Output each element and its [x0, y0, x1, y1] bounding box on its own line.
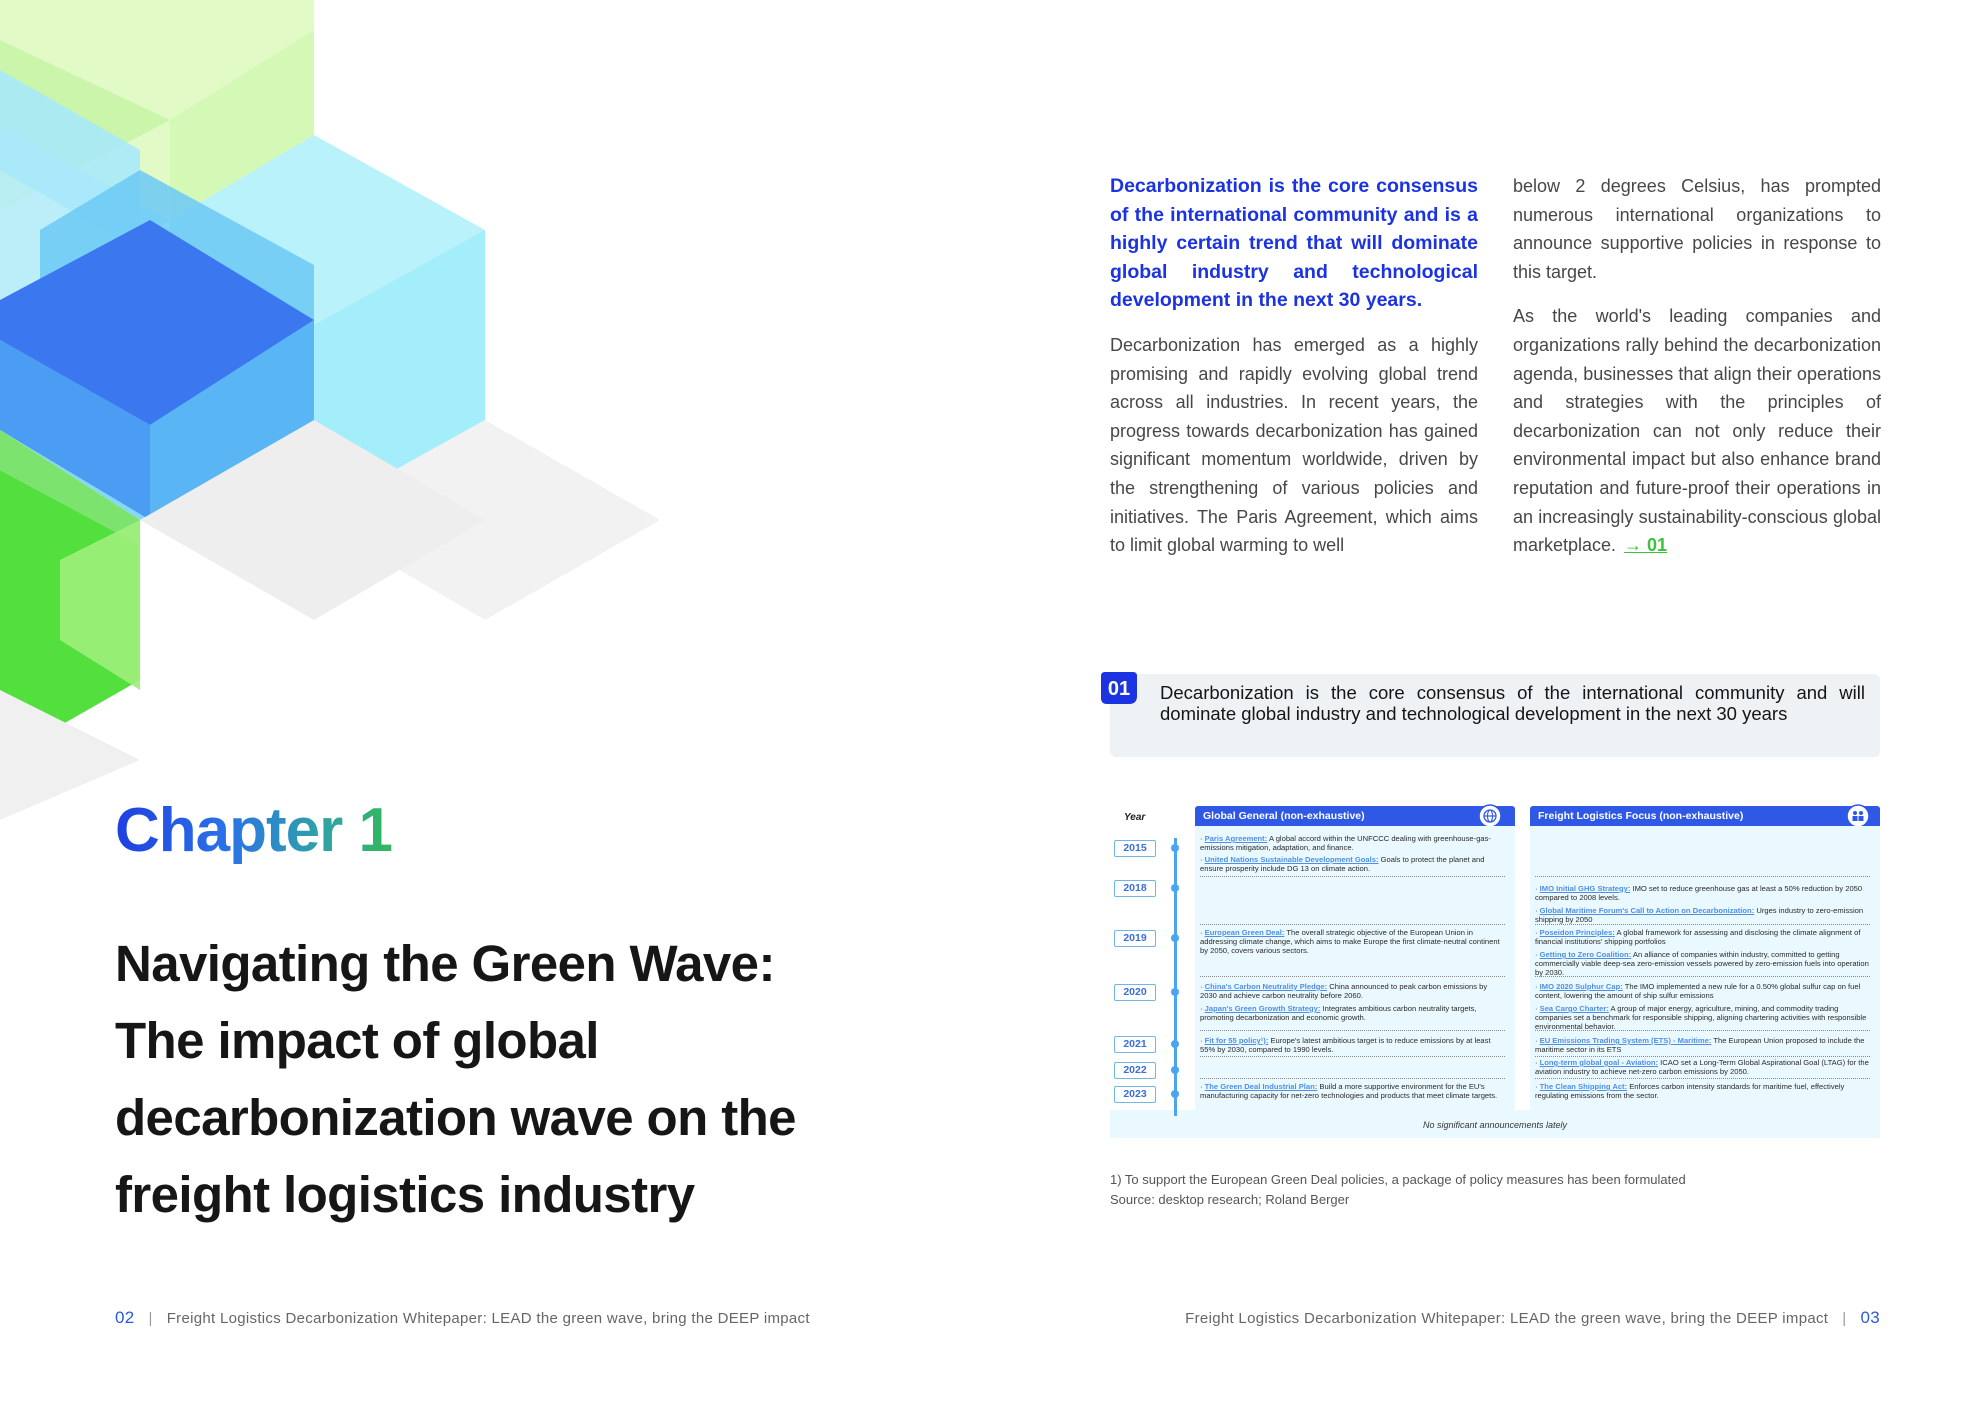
timeline-figure — [1110, 800, 1880, 1138]
figure-badge-number: 01 — [1107, 678, 1131, 700]
timeline-entry: · Poseidon Principles: A global framework for assessing and disclosing the climate alignment of financial institutions' shipping portfolios — [1535, 928, 1861, 946]
timeline-entry: · Global Maritime Forum's Call to Action on Decarbonization: Urges industry to zero-emission shipping by 2050 — [1535, 906, 1864, 924]
page-number: 03 — [1860, 1308, 1880, 1327]
body-paragraph-1-part-a: Decarbonization has emerged as a highly promising and rapidly evolving global trend across all industries. In recent years, the progress towards decarbonization has gained significant momentum worldwide, driven by the strengthening of various policies and initiatives. The Paris Agreement, which aims to limit global warming to well — [1110, 334, 1478, 556]
row-divider — [1535, 976, 1870, 977]
year-tag: 2015 — [1114, 840, 1156, 857]
chapter-label: Chapter 1 — [115, 796, 392, 865]
body-paragraph-2: As the world's leading companies and organizations rally behind the decarbonization agenda, businesses that align their operations and strategies with the principles of decarbonization can not only reduce their environmental impact but also enhance brand reputation and future-proof their operations in an increasingly sustainability-conscious global marketplace. → 01 — [1513, 306, 1881, 556]
title-line: decarbonization wave on the — [115, 1089, 796, 1146]
timeline-entry: · United Nations Sustainable Development Goals: Goals to protect the planet and ensure prosperity include DG 13 on climate action. — [1200, 855, 1485, 873]
lead-paragraph: Decarbonization is the core consensus of the international community and is a highly certain trend that will dominate global industry and technological development in the next 30 years. — [1110, 175, 1478, 312]
row-divider — [1200, 924, 1505, 925]
body-paragraph-1-part-b: below 2 degrees Celsius, has prompted numerous international organizations to announce supportive policies in response to this target. — [1513, 176, 1881, 282]
row-divider — [1200, 1056, 1505, 1057]
timeline-entry: · IMO 2020 Sulphur Cap: The IMO implemented a new rule for a 0.50% global sulfur cap on fuel content, lowering the amount of ship sulfur emissions — [1535, 982, 1861, 1000]
year-tag: 2018 — [1114, 880, 1156, 897]
row-divider — [1535, 1030, 1870, 1031]
figure-number-badge — [1099, 668, 1139, 708]
footnote — [1110, 1170, 1686, 1210]
timeline-dot — [1171, 1040, 1179, 1048]
row-divider — [1535, 924, 1870, 925]
footer-text: Freight Logistics Decarbonization Whitepaper: LEAD the green wave, bring the DEEP impact — [1185, 1310, 1829, 1327]
year-tag: 2019 — [1114, 930, 1156, 947]
timeline-entry: · IMO Initial GHG Strategy: IMO set to reduce greenhouse gas at least a 50% reduction by 2050 compared to 2008 levels. — [1535, 884, 1863, 902]
text-column-right — [1513, 172, 1881, 576]
no-announcements-note: No significant announcements lately — [1422, 1120, 1568, 1130]
globe-icon — [1478, 804, 1502, 828]
left-footer: 02 | Freight Logistics Decarbonization Whitepaper: LEAD the green wave, bring the DEEP impact — [115, 1308, 810, 1327]
row-divider — [1200, 976, 1505, 977]
year-tag: 2023 — [1114, 1086, 1156, 1103]
timeline-axis — [1174, 838, 1177, 1116]
timeline-entry: · Paris Agreement: A global accord within the UNFCCC dealing with greenhouse-gas-emissions mitigation, adaptation, and finance. — [1200, 834, 1491, 852]
timeline-entry: · European Green Deal: The overall strategic objective of the European Union in addressing climate change, which aims to make Europe the first climate-neutral continent by 2050, covers various sectors. — [1200, 928, 1500, 955]
footnote-line: 1) To support the European Green Deal policies, a package of policy measures has been formulated — [1110, 1172, 1686, 1187]
right-footer: Freight Logistics Decarbonization Whitepaper: LEAD the green wave, bring the DEEP impact | 03 — [1185, 1308, 1880, 1327]
global-column-header: Global General (non-exhaustive) — [1195, 806, 1515, 826]
decorative-cube-graphic — [0, 0, 680, 830]
title-line: freight logistics industry — [115, 1166, 695, 1223]
timeline-entry: · Fit for 55 policy¹): Europe's latest ambitious target is to reduce emissions by at least 55% by 2030, compared to 1990 levels. — [1200, 1036, 1491, 1054]
timeline-dot — [1171, 934, 1179, 942]
timeline-entry: · Long-term global goal - Aviation: ICAO set a Long-Term Global Aspirational Goal (LTAG) for the aviation industry to achieve net-zero carbon emissions by 2050. — [1535, 1058, 1869, 1076]
page-number: 02 — [115, 1308, 135, 1327]
year-column-header: Year — [1124, 812, 1146, 823]
chapter-title — [115, 925, 875, 1233]
title-line: Navigating the Green Wave: — [115, 935, 775, 992]
title-line: The impact of global — [115, 1012, 599, 1069]
row-divider — [1200, 876, 1505, 877]
people-icon — [1846, 804, 1870, 828]
timeline-entry: · The Green Deal Industrial Plan: Build a more supportive environment for the EU's manufacturing capacity for net-zero technologies and products that meet climate targets. — [1200, 1082, 1498, 1100]
timeline-dot — [1171, 988, 1179, 996]
year-tag: 2021 — [1114, 1036, 1156, 1053]
year-tag: 2020 — [1114, 984, 1156, 1001]
timeline-entry: · The Clean Shipping Act: Enforces carbon intensity standards for maritime fuel, effectively regulating emissions from the sector. — [1535, 1082, 1845, 1100]
row-divider — [1535, 876, 1870, 877]
timeline-entry: · Japan's Green Growth Strategy: Integrates ambitious carbon neutrality targets, promoting decarbonization and economic growth. — [1200, 1004, 1477, 1022]
timeline-entry: · China's Carbon Neutrality Pledge: China announced to peak carbon emissions by 2030 and achieve carbon neutrality before 2060. — [1200, 982, 1488, 1000]
figure-reference-link[interactable]: → 01 — [1624, 535, 1668, 556]
year-tag: 2022 — [1114, 1062, 1156, 1079]
freight-column-header: Freight Logistics Focus (non-exhaustive) — [1530, 806, 1880, 826]
row-divider — [1200, 1078, 1505, 1079]
row-divider — [1535, 1056, 1870, 1057]
timeline-dot — [1171, 1066, 1179, 1074]
timeline-dot — [1171, 844, 1179, 852]
timeline-entry: · Sea Cargo Charter: A group of major energy, agriculture, mining, and commodity trading companies set a benchmark for responsible shipping, aligning chartering activities with responsible environmental behavior. — [1535, 1004, 1867, 1031]
timeline-entry: · EU Emissions Trading System (ETS) - Maritime: The European Union proposed to include the maritime sector in its ETS — [1535, 1036, 1865, 1054]
row-divider — [1535, 1078, 1870, 1079]
source-line: Source: desktop research; Roland Berger — [1110, 1192, 1350, 1207]
timeline-entry: · Getting to Zero Coalition: An alliance of companies within industry, committed to getting commercially viable deep-sea zero-emission vessels powered by zero-emission fuels into operation by 2030. — [1535, 950, 1869, 977]
timeline-dot — [1171, 1090, 1179, 1098]
footer-text: Freight Logistics Decarbonization Whitepaper: LEAD the green wave, bring the DEEP impact — [166, 1310, 810, 1327]
timeline-dot — [1171, 884, 1179, 892]
figure-caption: Decarbonization is the core consensus of the international community and will dominate global industry and technological development in the next 30 years — [1160, 682, 1865, 724]
text-column-left — [1110, 172, 1478, 576]
row-divider — [1200, 1030, 1505, 1031]
